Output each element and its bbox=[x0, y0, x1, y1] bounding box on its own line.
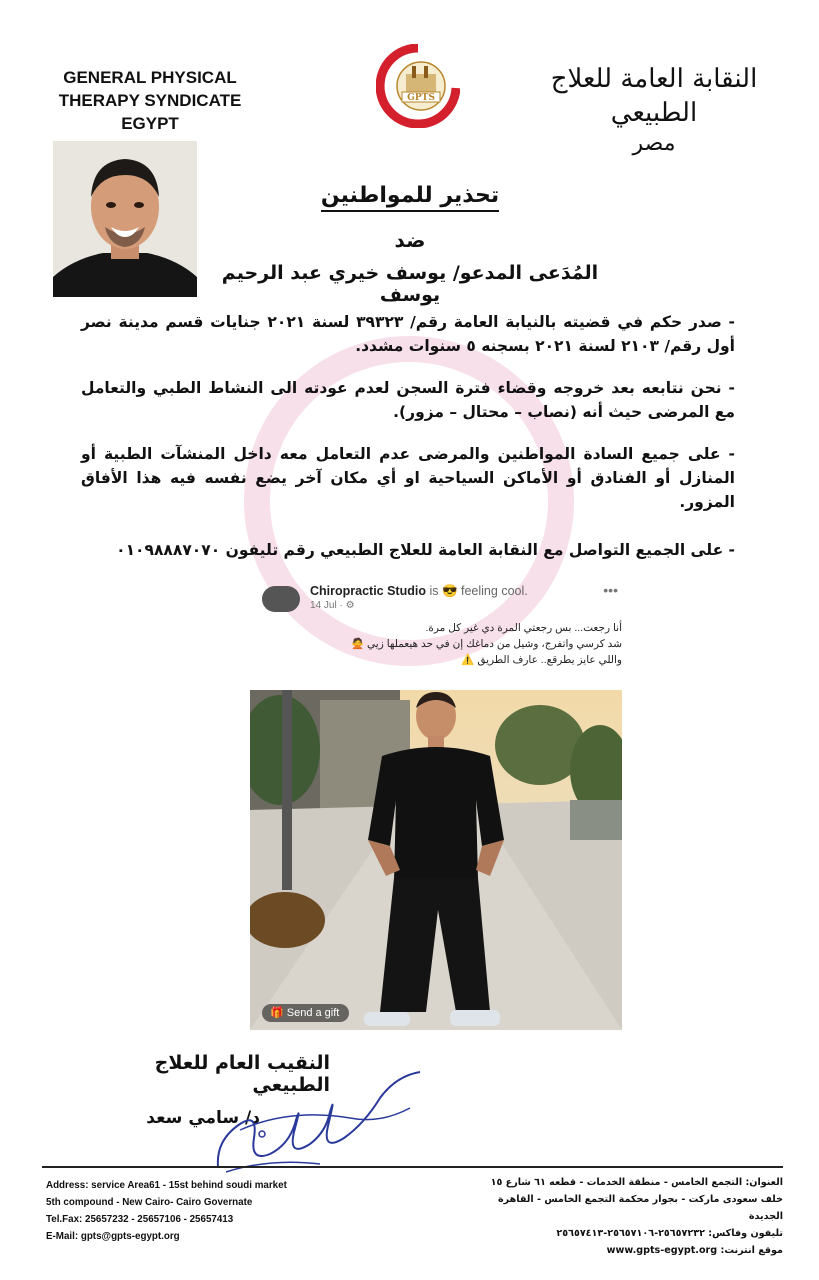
notice-title bbox=[220, 183, 600, 208]
syndicate-name-en-line1: GENERAL PHYSICAL bbox=[63, 68, 237, 87]
post-line-3: واللي عايز يطرقع.. عارف الطريق ⚠️ bbox=[461, 654, 622, 666]
social-post bbox=[262, 582, 622, 672]
notice-title-text: تحذير للمواطنين bbox=[321, 183, 499, 212]
notice-accused-name: المُدَعى المدعو/ يوسف خيري عبد الرحيم يوسف bbox=[221, 262, 599, 306]
syndicate-name-en-line2: THERAPY SYNDICATE bbox=[58, 91, 242, 110]
handwritten-signature bbox=[210, 1068, 440, 1178]
accused-fullbody-photo bbox=[250, 690, 622, 1030]
notice-paragraph-3: - على جميع السادة المواطنين والمرضى عدم التعامل معه داخل المنشآت الطبية أو المنازل أو الفنادق أو الأماكن السياحية او أي مكان آخر يضع نفسه فيه هذا الأفاق المزور. bbox=[81, 445, 735, 511]
more-options-icon: ••• bbox=[603, 582, 618, 598]
post-text bbox=[262, 620, 622, 668]
logo-text: GPTS bbox=[407, 93, 435, 103]
footer-en-address-1: Address: service Area61 - 15st behind soudi market bbox=[46, 1180, 287, 1191]
send-gift-label: Send a gift bbox=[286, 1007, 340, 1019]
signatory-name: د/ سامي سعد bbox=[146, 1108, 260, 1128]
syndicate-name-en-line3: EGYPT bbox=[121, 114, 179, 133]
post-status: is 😎 feeling cool. bbox=[429, 584, 528, 598]
syndicate-name-ar-line: النقابة العامة للعلاج الطبيعي bbox=[550, 64, 758, 128]
post-line-1: أنا رجعت... بس رجعتي المرة دي غير كل مرة. bbox=[425, 622, 622, 634]
signatory-role: النقيب العام للعلاج الطبيعي bbox=[154, 1052, 330, 1096]
post-date: 14 Jul · ⚙ bbox=[310, 600, 355, 611]
footer-divider bbox=[42, 1166, 783, 1168]
post-line-2: شد كرسي واتفرج، وشيل من دماغك إن في حد هيعملها زيي 🙅 bbox=[351, 638, 622, 650]
footer-en-address-2: 5th compound - New Cairo- Cairo Governate bbox=[46, 1197, 253, 1208]
gift-icon: 🎁 bbox=[270, 1007, 287, 1019]
notice-paragraph-1: - صدر حكم في قضيته بالنيابة العامة رقم/ ٣٩٣٢٣ لسنة ٢٠٢١ جنايات قسم مدينة نصر أول رقم/ ٢١٠٣ لسنة ٢٠٢١ بسجنه ٥ سنوات مشدد. bbox=[81, 313, 735, 355]
notice-paragraph-2: - نحن نتابعه بعد خروجه وقضاء فترة السجن لعدم عودته الى النشاط الطبي والتعامل مع المرضى حيث أنه (نصاب – محتال – مزور). bbox=[81, 379, 735, 421]
syndicate-name-ar bbox=[519, 62, 789, 158]
accused-portrait-photo bbox=[53, 141, 197, 297]
footer-ar-address-2: خلف سعودى ماركت - بجوار محكمة التجمع الخامس - القاهرة الجديدة bbox=[498, 1194, 783, 1222]
syndicate-name-en bbox=[40, 66, 260, 135]
syndicate-country-ar: مصر bbox=[632, 131, 676, 156]
send-gift-button bbox=[262, 1004, 349, 1022]
notice-paragraph-4: - على الجميع التواصل مع النقابة العامة للعلاج الطبيعي رقم تليفون ٠١٠٩٨٨٨٧٠٧٠ bbox=[116, 541, 735, 559]
footer-en-phone: Tel.Fax: 25657232 - 25657106 - 25657413 bbox=[46, 1214, 234, 1225]
footer-ar-website: موقع انترنت: www.gpts-egypt.org bbox=[606, 1245, 783, 1256]
notice-against: ضد bbox=[394, 228, 426, 252]
footer-ar-phone: تليفون وفاكس: ٢٥٦٥٧٢٣٢-٢٥٦٥٧١٠٦-٢٥٦٥٧٤١٣ bbox=[556, 1228, 783, 1239]
post-avatar bbox=[262, 586, 300, 612]
footer-contact-en bbox=[46, 1177, 346, 1245]
footer-en-email: E-Mail: gpts@gpts-egypt.org bbox=[46, 1231, 180, 1242]
post-author: Chiropractic Studio bbox=[310, 584, 426, 598]
gpts-logo bbox=[376, 44, 460, 128]
post-header bbox=[310, 584, 528, 599]
footer-ar-address-1: العنوان: التجمع الخامس - منطقة الخدمات - قطعه ٦١ شارع ١٥ bbox=[490, 1177, 783, 1188]
footer-contact-ar bbox=[463, 1174, 783, 1259]
